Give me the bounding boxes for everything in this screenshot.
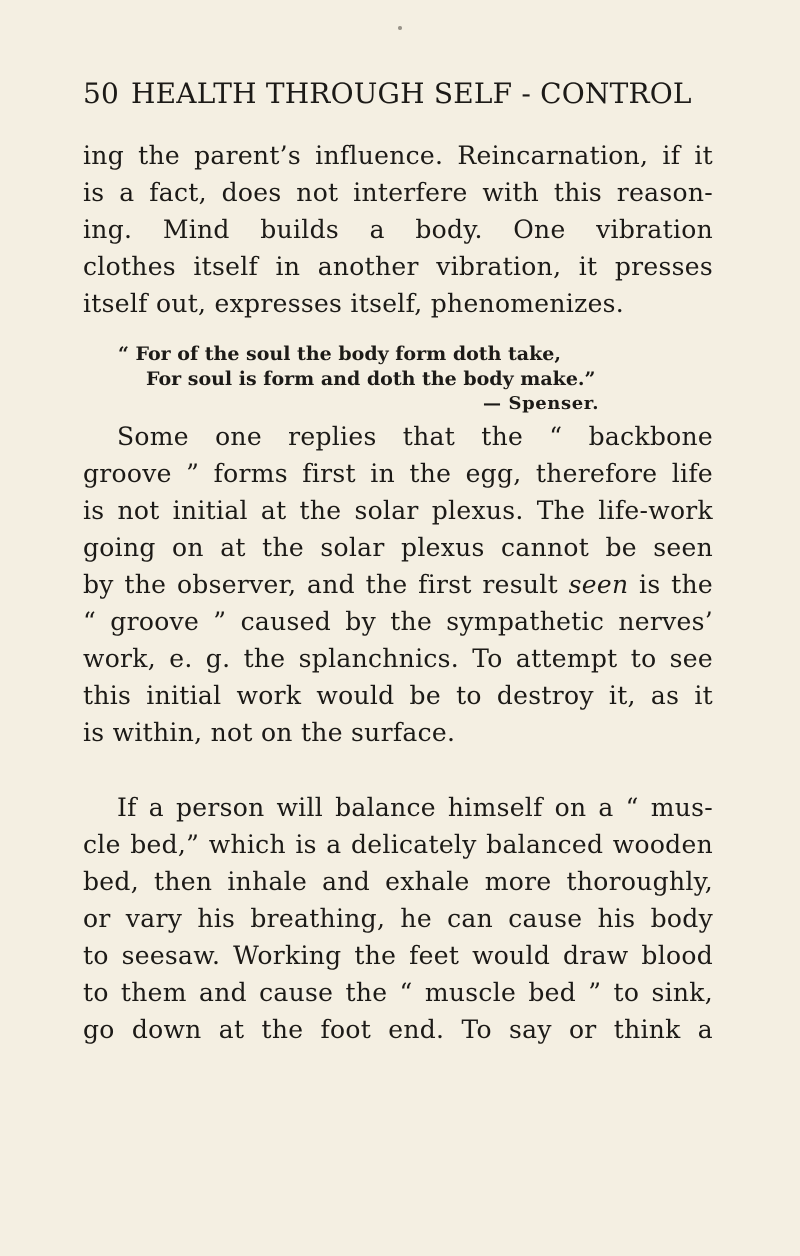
- text-line: clothes itself in another vibration, it presses: [83, 252, 713, 281]
- text-line: bed, then inhale and exhale more thoroughly,: [83, 867, 713, 896]
- text-line: cle bed,” which is a delicately balanced wooden: [83, 830, 713, 859]
- verse-quote: [83, 342, 713, 392]
- text-line: ing the parent’s influence. Reincarnation, if it: [83, 141, 713, 170]
- text-line: or vary his breathing, he can cause his body: [83, 904, 713, 933]
- italic-word: seen: [568, 570, 629, 599]
- ink-speck: [398, 26, 402, 30]
- text-line: itself out, expresses itself, phenomenizes.: [83, 289, 625, 318]
- text-line: groove ” forms first in the egg, therefore life: [83, 459, 713, 488]
- text-line: work, e. g. the splanchnics. To attempt to see: [83, 644, 713, 673]
- text-line: go down at the foot end. To say or think a: [83, 1015, 713, 1044]
- page-number: 50: [83, 77, 120, 110]
- paragraph-1: [83, 137, 713, 322]
- text-line: ing. Mind builds a body. One vibration: [83, 215, 713, 244]
- text-line: is not initial at the solar plexus. The life-work: [83, 496, 713, 525]
- text-segment: by the observer, and the first result: [83, 570, 569, 599]
- text-line: is within, not on the surface.: [83, 718, 456, 747]
- running-title: HEALTH THROUGH SELF - CONTROL: [131, 77, 692, 110]
- text-line: to seesaw. Working the feet would draw blood: [83, 941, 713, 970]
- running-head: [83, 76, 692, 112]
- paragraph-3: [83, 789, 713, 1048]
- text-line: this initial work would be to destroy it, as it: [83, 681, 713, 710]
- paragraph-2: [83, 418, 713, 751]
- text-line: is a fact, does not interfere with this reason-: [83, 178, 713, 207]
- text-line: “ groove ” caused by the sympathetic nerves’: [83, 607, 713, 636]
- text-line: [83, 566, 713, 603]
- text-line: If a person will balance himself on a “ mus-: [117, 793, 713, 822]
- text-line: to them and cause the “ muscle bed ” to sink,: [83, 978, 713, 1007]
- verse-line-1: “ For of the soul the body form doth take,: [118, 343, 561, 365]
- quote-attribution: — Spenser.: [483, 393, 600, 414]
- verse-line-2: For soul is form and doth the body make.”: [146, 368, 596, 390]
- text-line: going on at the solar plexus cannot be seen: [83, 533, 713, 562]
- text-line: Some one replies that the “ backbone: [117, 422, 713, 451]
- text-segment: is the: [628, 570, 713, 599]
